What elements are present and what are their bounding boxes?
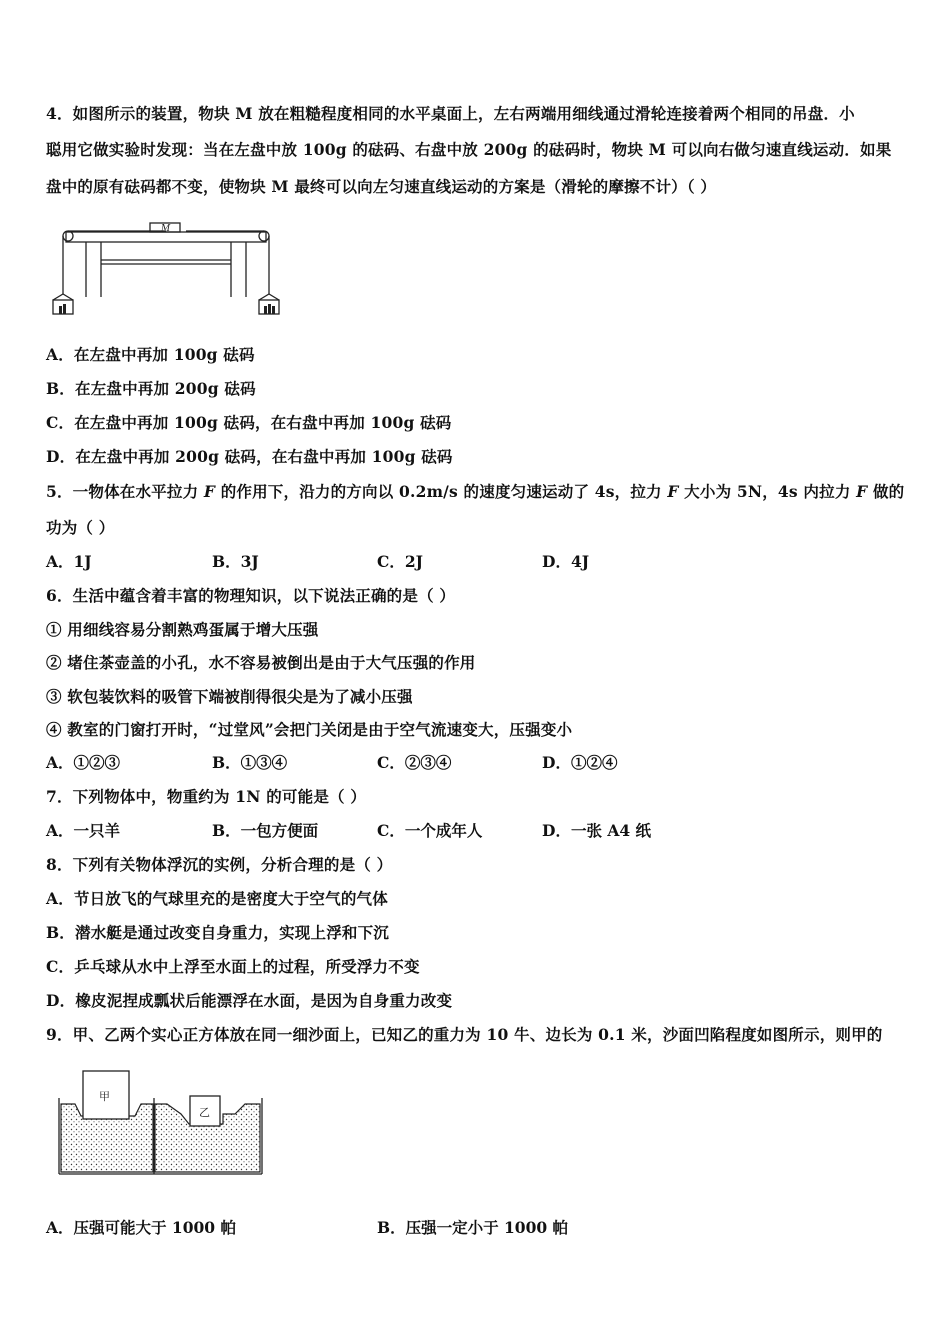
q4-stem-line3: 盘中的原有砝码都不变，使物块 M 最终可以向左匀速直线运动的方案是（滑轮的摩擦不计）（ ） (46, 177, 717, 196)
q4-option-b: B．在左盘中再加 200g 砝码 (46, 379, 256, 398)
q6-option-a: A．①②③ (46, 753, 121, 772)
q9-option-b: B．压强一定小于 1000 帕 (377, 1218, 569, 1237)
q5-text-part1: 5．一物体在水平拉力 (46, 482, 204, 501)
q5-option-b: B．3J (212, 552, 259, 571)
q6-statement-1: ① 用细线容易分割熟鸡蛋属于增大压强 (46, 620, 319, 639)
q5-var-f: F (667, 482, 679, 501)
q6-statement-3: ③ 软包装饮料的吸管下端被削得很尖是为了减小压强 (46, 687, 413, 706)
q8-stem: 8．下列有关物体浮沉的实例，分析合理的是（ ） (46, 855, 393, 874)
q6-option-b: B．①③④ (212, 753, 288, 772)
q9-option-a: A．压强可能大于 1000 帕 (46, 1218, 236, 1237)
q6-option-d: D．①②④ (542, 753, 618, 772)
q8-option-a: A．节日放飞的气球里充的是密度大于空气的气体 (46, 889, 388, 908)
q9-label-jia: 甲 (99, 1090, 110, 1103)
q7-option-b: B．一包方便面 (212, 821, 319, 840)
q9-sand-diagram (55, 1068, 270, 1176)
q8-option-d: D．橡皮泥捏成瓢状后能漂浮在水面，是因为自身重力改变 (46, 991, 453, 1010)
q6-statement-4: ④ 教室的门窗打开时，“过堂风”会把门关闭是由于空气流速变大，压强变小 (46, 720, 573, 739)
q4-option-c: C．在左盘中再加 100g 砝码，在右盘中再加 100g 砝码 (46, 413, 452, 432)
q4-block-label: M (161, 224, 171, 234)
q6-option-c: C．②③④ (377, 753, 452, 772)
q4-stem-line2: 聪用它做实验时发现：当在左盘中放 100g 的砝码、右盘中放 200g 的砝码时，物块 M 可以向右做匀速直线运动．如果 (46, 140, 892, 159)
q7-option-d: D．一张 A4 纸 (542, 821, 652, 840)
q5-text-part3: 大小为 5N，4s 内拉力 (678, 482, 857, 501)
q5-stem-line1 (46, 482, 904, 502)
q5-text-part2: 的作用下，沿力的方向以 0.2m/s 的速度匀速运动了 4s，拉力 (215, 482, 668, 501)
q4-option-a: A．在左盘中再加 100g 砝码 (46, 345, 255, 364)
q4-option-d: D．在左盘中再加 200g 砝码，在右盘中再加 100g 砝码 (46, 447, 453, 466)
q4-pulley-diagram (46, 222, 286, 322)
q5-option-d: D．4J (542, 552, 590, 571)
q4-stem-line1: 4．如图所示的装置，物块 M 放在粗糙程度相同的水平桌面上，左右两端用细线通过滑轮连接着两个相同的吊盘．小 (46, 104, 855, 123)
q6-stem: 6．生活中蕴含着丰富的物理知识，以下说法正确的是（ ） (46, 586, 456, 605)
q8-option-c: C．乒乓球从水中上浮至水面上的过程，所受浮力不变 (46, 957, 420, 976)
q7-option-c: C．一个成年人 (377, 821, 483, 840)
q8-option-b: B．潜水艇是通过改变自身重力，实现上浮和下沉 (46, 923, 390, 942)
q6-statement-2: ② 堵住茶壶盖的小孔，水不容易被倒出是由于大气压强的作用 (46, 653, 476, 672)
q7-stem: 7．下列物体中，物重约为 1N 的可能是（ ） (46, 787, 367, 806)
q9-stem: 9．甲、乙两个实心正方体放在同一细沙面上，已知乙的重力为 10 牛、边长为 0.1 米，沙面凹陷程度如图所示，则甲的 (46, 1025, 883, 1044)
q5-text-part4: 做的 (867, 482, 905, 501)
q5-option-c: C．2J (377, 552, 423, 571)
q9-label-yi: 乙 (199, 1106, 210, 1119)
q5-var-f: F (203, 482, 216, 501)
q5-var-f: F (856, 482, 868, 501)
q5-option-a: A．1J (46, 552, 92, 571)
q5-stem-line2: 功为（ ） (46, 518, 115, 537)
q7-option-a: A．一只羊 (46, 821, 121, 840)
